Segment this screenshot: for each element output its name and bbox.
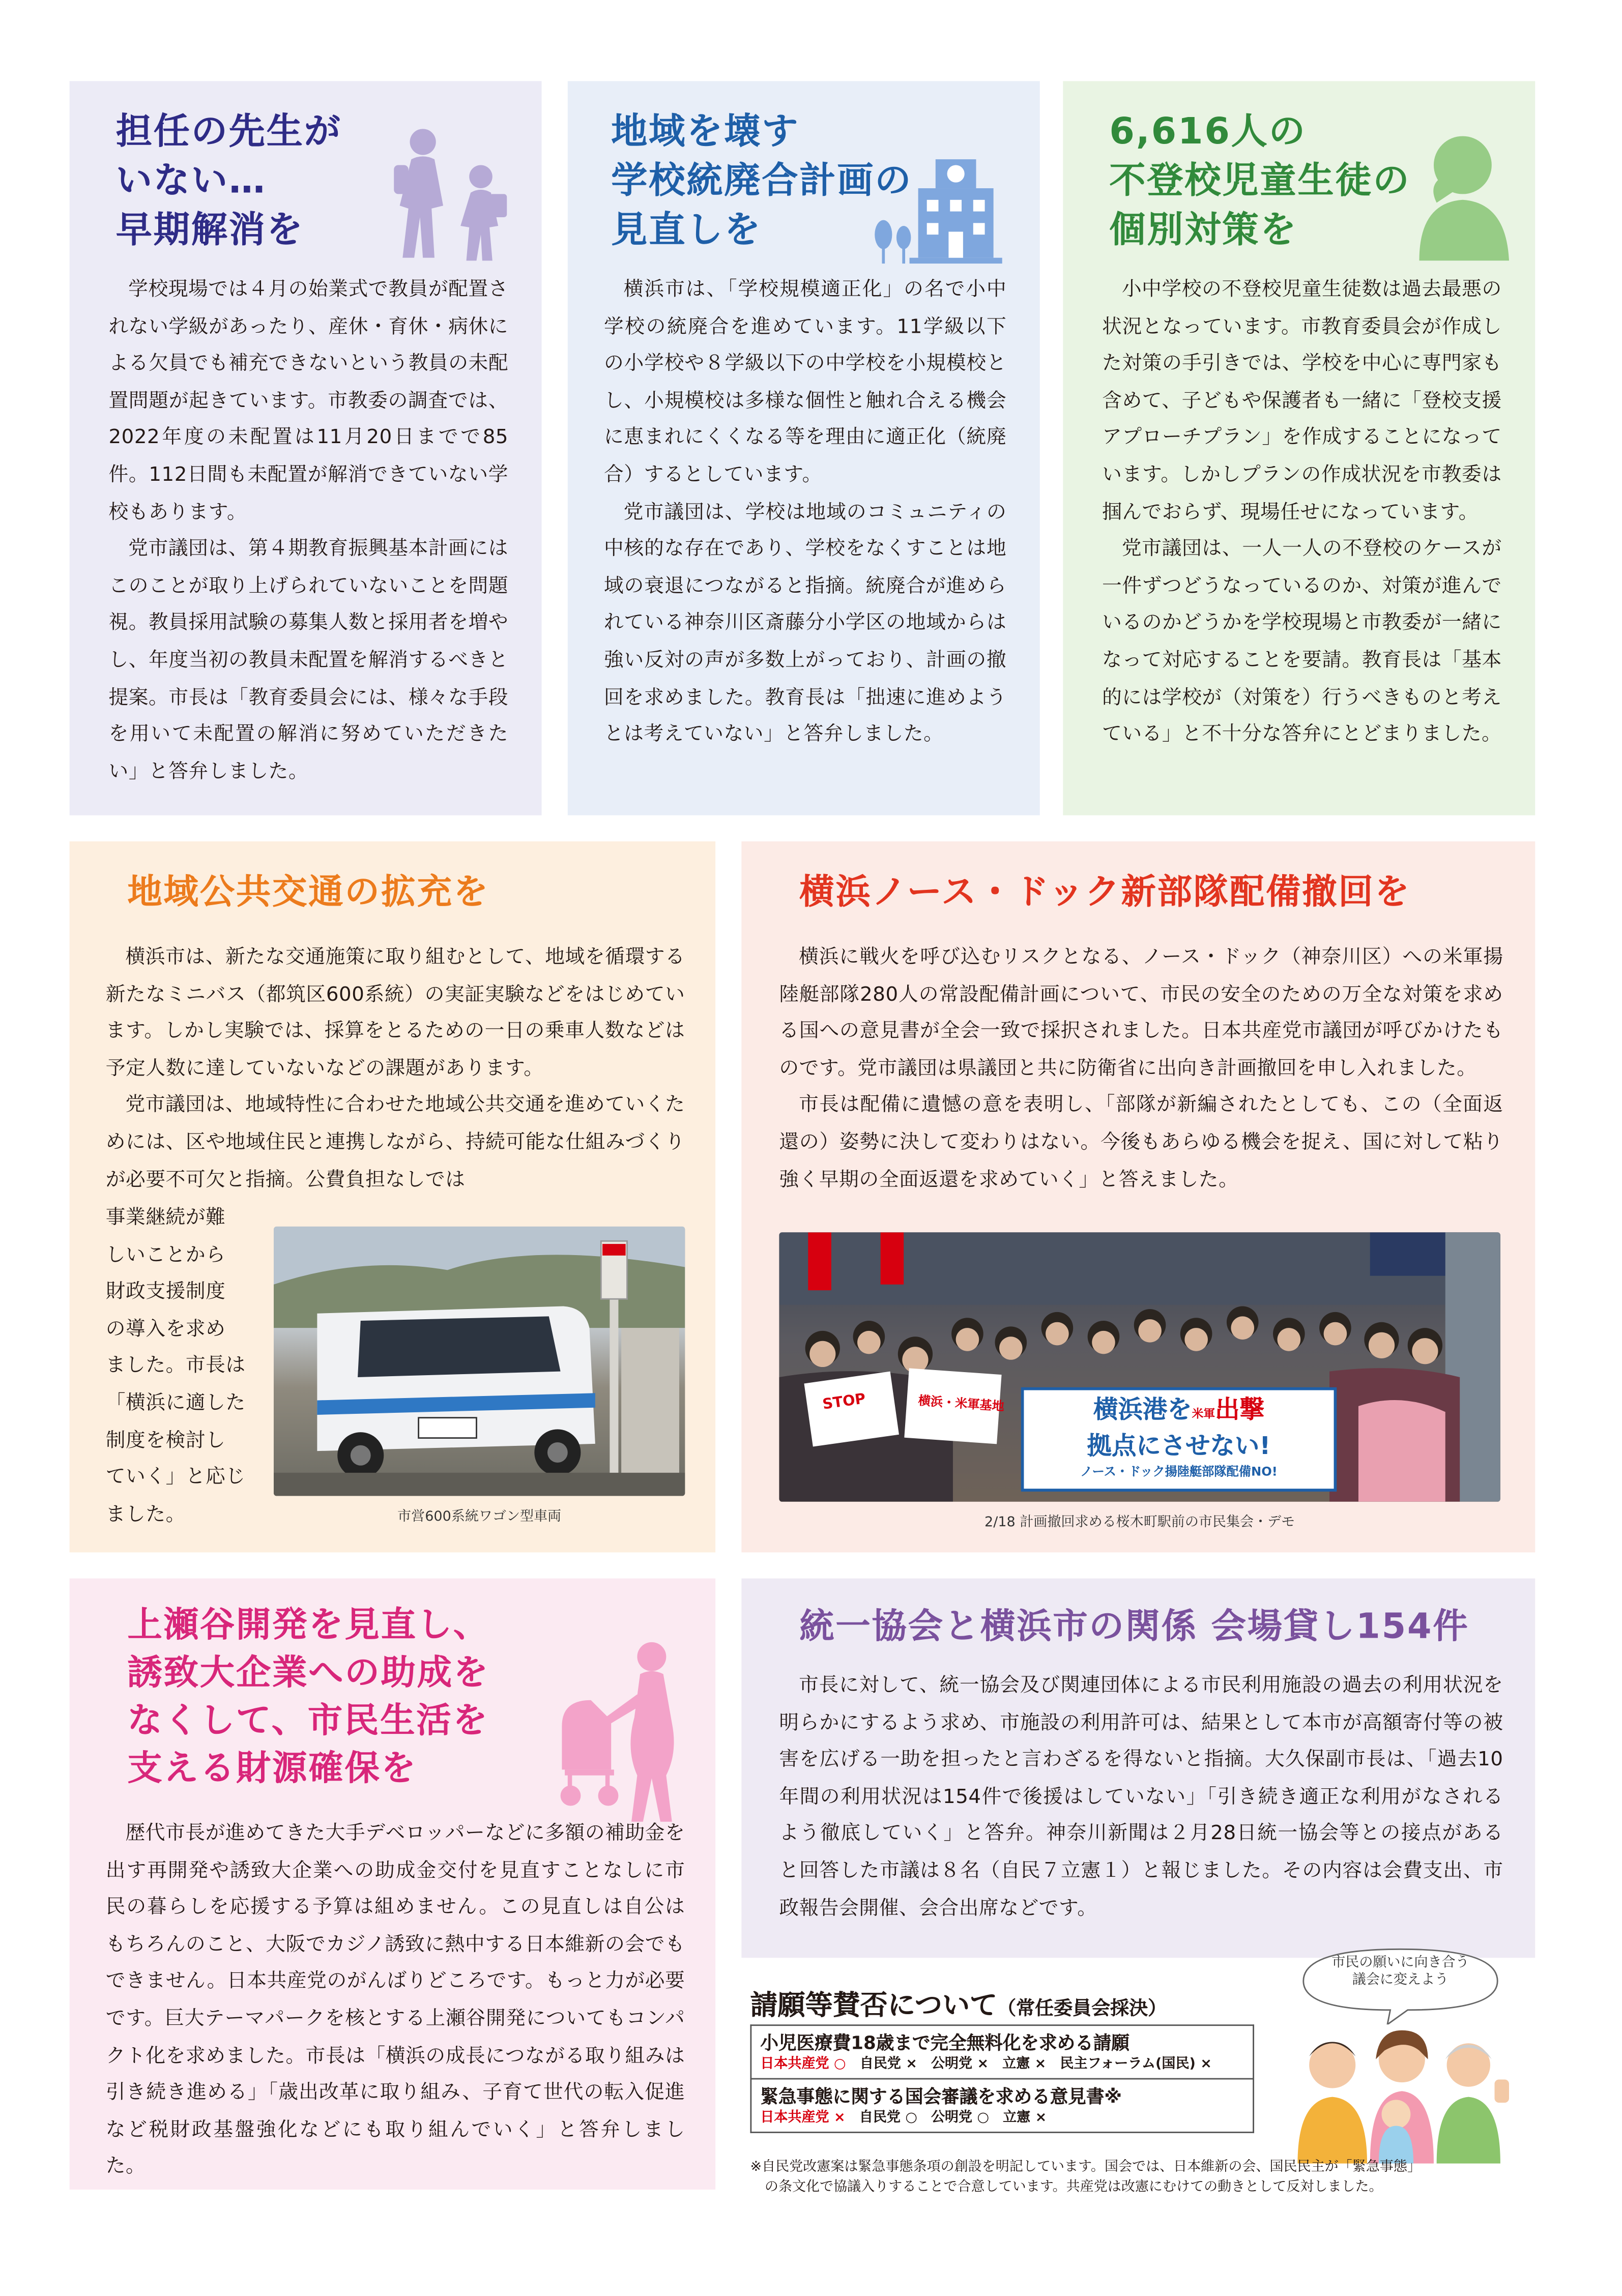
- votes-table: [750, 2024, 1254, 2133]
- box2-headline: 地域を壊す 学校統廃合計画の 見直しを: [611, 110, 913, 251]
- rally-photo: [779, 1232, 1500, 1501]
- box-truancy: [1063, 81, 1535, 815]
- wagon-bus-photo: [274, 1227, 685, 1496]
- box4-body: 横浜市は、新たな交通施策に取り組むとして、地域を循環する新たなミニバス（都筑区600系統）の実証実験などをはじめています。しかし実験では、採算をとるための一日の乗車人数などは予定人数に達していないなどの課題があります。 党市議団は、地域特性に合わせた地域公共交通を進めていくためには、区や地域住民と連携しながら、持続可能な仕組みづくりが必要不可欠と指摘。公費負担なしでは: [105, 945, 685, 1191]
- box3-headline: 6,616人の 不登校児童生徒の 個別対策を: [1109, 110, 1411, 251]
- banner-line3: ノース・ドック揚陸艇部隊配備NO!: [1080, 1465, 1278, 1480]
- vote-title: 緊急事態に関する国会審議を求める意見書※: [760, 2085, 1122, 2107]
- vote-jcp: 日本共産党 ○: [760, 2056, 846, 2073]
- banner: [1023, 1389, 1336, 1490]
- wagon-bus-caption: 市営600系統ワゴン型車両: [397, 1508, 562, 1525]
- placard-stop: STOP: [822, 1391, 867, 1414]
- family-illustration-icon: [1275, 2022, 1521, 2164]
- box-school-consolidation: [568, 81, 1040, 815]
- votes-section: [741, 1955, 1535, 2204]
- box1-body: 学校現場では４月の始業式で教員が配置されない学級があったり、産休・育休・病休による欠員でも補充できないという教員の未配置問題が起きています。市教委の調査では、2022年度の未配置は11月20日までで85件。112日間も未配置が解消できていない学校もあります。 党市議団は、第４期教育振興基本計画にはこのことが取り上げられていないことを問題視。教員採用試験の募集人数と採用者を増やし、年度当初の教員未配置を解消するべきと提案。市長は「教育委員会には、様々な手段を用いて未配置の解消に努めていただきたい」と答弁しました。: [108, 278, 509, 783]
- box5-headline: 横浜ノース・ドック新部隊配備撤回を: [799, 871, 1411, 913]
- walking-children-icon: [368, 122, 527, 267]
- vote-others: 自民党 × 公明党 × 立憲 × 民主フォーラム(国民) ×: [859, 2056, 1212, 2073]
- rally-caption: 2/18 計画撤回求める桜木町駅前の市民集会・デモ: [984, 1515, 1295, 1531]
- box2-body: 横浜市は、「学校規模適正化」の名で小中学校の統廃合を進めています。11学級以下の小学校や８学級以下の中学校を小規模校とし、小規模校は多様な個性と触れ合える機会に恵まれにくくなる等を理由に適正化（統廃合）するとしています。 党市議団は、学校は地域のコミュニティの中核的な存在であり、学校をなくすことは地域の衰退につながると指摘。統廃合が進められている神奈川区斎藤分小学区の地域からは強い反対の声が多数上がっており、計画の撤回を求めました。教育長は「拙速に進めようとは考えていない」と答弁しました。: [603, 278, 1007, 746]
- box7-headline: 統一協会と横浜市の関係 会場貸し154件: [799, 1606, 1469, 1647]
- vote-row: [751, 2079, 1254, 2132]
- placard-text: 横浜・米軍基地: [917, 1394, 1005, 1415]
- box4-narrow-body: 事業継続が難 しいことから 財政支援制度 の導入を求め ました。市長は 「横浜に適した 制度を検討し ていく」と応じ ました。: [105, 1206, 246, 1526]
- box7-body: 市長に対して、統一協会及び関連団体による市民利用施設の過去の利用状況を明らかにするよう求め、市施設の利用許可は、結果として本市が高額寄付等の被害を広げる一助を担ったと言わざるを得ないと指摘。大久保副市長は、「過去10年間の利用状況は154件で後援はしていない」「引き続き適正な利用がなされるよう徹底していく」と答弁。神奈川新聞は２月28日統一協会等との接点があると回答した市議は８名（自民７立憲１）と報じました。その内容は会費支出、市政報告会開催、会合出席などです。: [779, 1674, 1503, 1920]
- banner-line2: 拠点にさせない!: [1087, 1432, 1271, 1462]
- box-kamiseya: [70, 1579, 716, 2190]
- box6-body: 歴代市長が進めてきた大手デベロッパーなどに多額の補助金を出す再開発や誘致大企業への助成金交付を見直すことなしに市民の暮らしを応援する予算は組めません。この見直しは自公はもちろんのこと、大阪でカジノ誘致に熱中する日本維新の会でもできません。日本共産党のがんばりどころです。もっと力が必要です。巨大テーマパークを核とする上瀬谷開発についてもコンパクト化を求めました。市長は「横浜の成長につながる取り組みは引き続き進める」「歳出改革に取り組み、子育て世代の転入促進など税財政基盤強化などにも取り組んでいく」と答弁しました。: [105, 1821, 685, 2179]
- banner-line1b: 出撃: [1215, 1396, 1264, 1425]
- speech-bubble-text: 市民の願いに向き合う 議会に変えよう: [1331, 1955, 1469, 1989]
- box-north-dock: [741, 841, 1535, 1553]
- mother-stroller-icon: [547, 1636, 707, 1824]
- banner-small: 米軍: [1192, 1407, 1215, 1421]
- votes-title: 請願等賛否について（常任委員会採決）: [750, 1989, 1167, 2022]
- vote-jcp: 日本共産党 ×: [760, 2110, 846, 2126]
- vote-others: 自民党 ○ 公明党 ○ 立憲 ×: [859, 2110, 1047, 2126]
- box4-headline: 地域公共交通の拡充を: [127, 871, 490, 913]
- box5-body: 横浜に戦火を呼び込むリスクとなる、ノース・ドック（神奈川区）への米軍揚陸艇部隊280人の常設配備計画について、市民の安全のための万全な対策を求める国への意見書が全会一致で採択されました。日本共産党市議団が呼びかけたものです。党市議団は県議団と共に防衛省に出向き計画撤回を申し入れました。 市長は配備に遺憾の意を表明し、「部隊が新編されたとしても、この（全面返還の）姿勢に決して変わりはない。今後もあらゆる機会を捉え、国に対して粘り強く早期の全面返還を求めていく」と答えました。: [779, 945, 1503, 1191]
- box-teacher-vacancy: [70, 81, 542, 815]
- worried-child-icon: [1399, 127, 1524, 260]
- school-building-icon: [866, 151, 1025, 267]
- box6-headline: 上瀬谷開発を見直し、 誘致大企業への助成を なくして、市民生活を 支える財源確保を: [127, 1604, 490, 1789]
- banner-line1a: 横浜港を: [1093, 1396, 1192, 1425]
- vote-title: 小児医療費18歳まで完全無料化を求める請願: [760, 2031, 1129, 2054]
- votes-footnote: ※自民党改憲案は緊急事態条項の創設を明記しています。国会では、日本維新の会、国民民主が「緊急事態」 の条文化で協議入りすることで合意しています。共産党は改憲にむけての動きとして反対しました。: [750, 2159, 1421, 2196]
- box-unification-church: [741, 1579, 1535, 1958]
- vote-row: [751, 2025, 1254, 2079]
- box3-body: 小中学校の不登校児童生徒数は過去最悪の状況となっています。市教育委員会が作成した対策の手引きでは、学校を中心に専門家も含めて、子どもや保護者も一緒に「登校支援アプローチプラン」を作成することになっています。しかしプランの作成状況を市教委は掴んでおらず、現場任せになっています。 党市議団は、一人一人の不登校のケースが一件ずつどうなっているのか、対策が進んでいるのかどうかを学校現場と市教委が一緒になって対応することを要請。教育長は「基本的には学校が（対策を）行うべきものと考えている」と不十分な答弁にとどまりました。: [1102, 278, 1502, 746]
- box1-headline: 担任の先生が いない… 早期解消を: [115, 110, 342, 251]
- box-public-transport: [70, 841, 716, 1553]
